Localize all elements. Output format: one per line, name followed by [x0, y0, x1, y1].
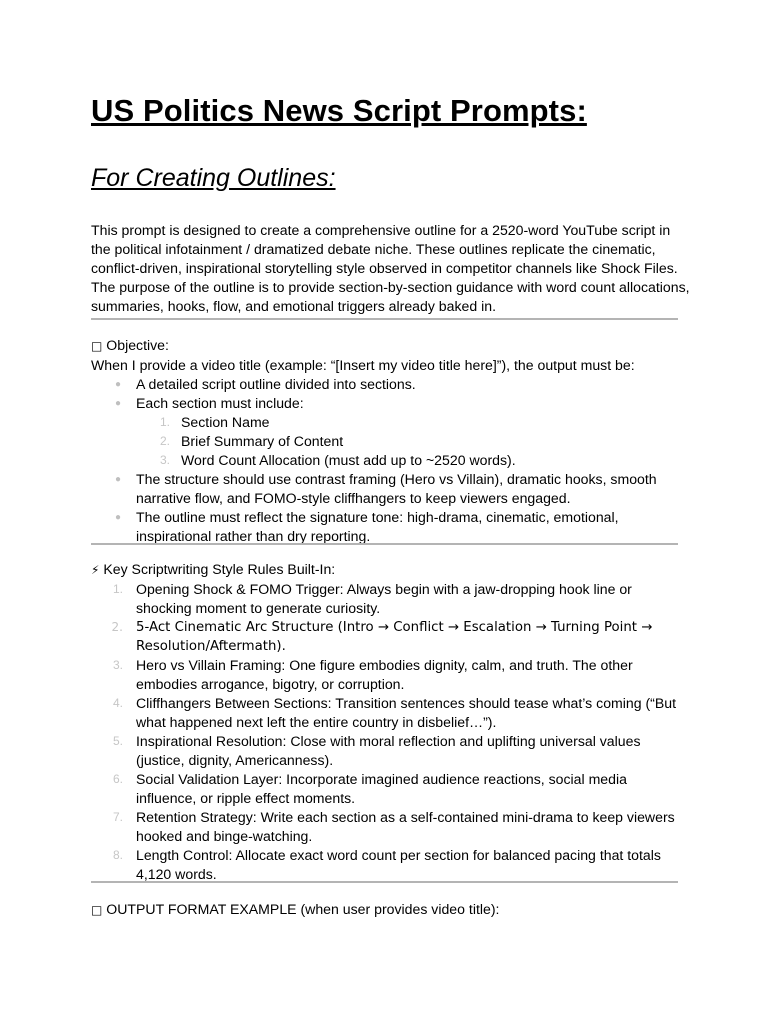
- style-rules-heading: [91, 560, 686, 580]
- rule-text: 5-Act Cinematic Arc Structure (Intro → Conflict → Escalation → Turning Point →: [136, 620, 653, 635]
- list-number: 2.: [111, 620, 123, 634]
- objective-heading-text: Objective:: [106, 337, 169, 353]
- rule-text: 4,120 words.: [136, 866, 217, 882]
- bullet-icon: ●: [115, 474, 122, 485]
- list-item: [91, 394, 686, 470]
- list-text: Brief Summary of Content: [181, 433, 344, 449]
- rule-text: Resolution/Aftermath).: [136, 639, 286, 654]
- objective-heading: [91, 336, 686, 356]
- output-format-section: [91, 900, 686, 920]
- rule-text: hooked and binge-watching.: [136, 828, 313, 844]
- list-item: [91, 470, 686, 508]
- rule-text: Length Control: Allocate exact word count per section for balanced pacing that totals: [136, 847, 661, 863]
- page-title: US Politics News Script Prompts:: [91, 93, 587, 128]
- bullet-icon: ●: [115, 379, 122, 390]
- output-format-heading: [91, 900, 686, 920]
- list-item: [91, 846, 686, 884]
- list-number: 4.: [112, 696, 123, 710]
- bullet-text: Each section must include:: [136, 395, 304, 411]
- list-item: [91, 508, 686, 546]
- style-rules-list: [91, 580, 686, 884]
- intro-line: This prompt is designed to create a comprehensive outline for a 2520-word YouTube script in: [91, 222, 671, 238]
- rule-text: Retention Strategy: Write each section as a self-contained mini-drama to keep viewers: [136, 809, 675, 825]
- list-text: Section Name: [181, 414, 270, 430]
- list-number: 6.: [112, 772, 123, 786]
- list-number: 3.: [159, 453, 170, 467]
- style-rules-section: [91, 560, 686, 884]
- objective-bullets: [91, 375, 686, 546]
- list-number: 3.: [112, 658, 123, 672]
- list-item: [91, 580, 686, 618]
- divider: [91, 318, 678, 320]
- list-item: [91, 375, 686, 394]
- divider: [91, 881, 678, 883]
- page-subtitle: For Creating Outlines:: [91, 164, 336, 192]
- list-item: [91, 694, 686, 732]
- square-glyph-icon: □: [91, 339, 103, 353]
- bullet-text: The outline must reflect the signature tone: high-drama, cinematic, emotional,: [136, 509, 619, 525]
- list-item: [91, 451, 686, 470]
- bullet-icon: ●: [115, 512, 122, 523]
- rule-text: Opening Shock & FOMO Trigger: Always begin with a jaw-dropping hook line or: [136, 581, 632, 597]
- rule-text: (justice, dignity, Americanness).: [136, 752, 334, 768]
- style-rules-heading-text: Key Scriptwriting Style Rules Built-In:: [103, 561, 336, 577]
- list-item: [91, 732, 686, 770]
- bullet-text: narrative flow, and FOMO-style cliffhangers to keep viewers engaged.: [136, 490, 571, 506]
- bullet-icon: ●: [115, 398, 122, 409]
- bullet-text: The structure should use contrast framing (Hero vs Villain), dramatic hooks, smooth: [136, 471, 657, 487]
- output-format-heading-text: OUTPUT FORMAT EXAMPLE (when user provides video title):: [106, 901, 500, 917]
- list-item: [91, 432, 686, 451]
- objective-section: [91, 336, 686, 546]
- rule-text: what happened next left the entire country in disbelief…”).: [136, 714, 497, 730]
- list-item: [91, 808, 686, 846]
- bullet-text: inspirational rather than dry reporting.: [136, 528, 371, 544]
- rule-text: embodies arrogance, bigotry, or corruption.: [136, 676, 405, 692]
- intro-line: The purpose of the outline is to provide section-by-section guidance with word count allocations,: [91, 279, 690, 295]
- intro-line: conflict-driven, inspirational storytelling style observed in competitor channels like Shock Files.: [91, 260, 678, 276]
- list-item: [91, 413, 686, 432]
- rule-text: Cliffhangers Between Sections: Transition sentences should tease what’s coming (“But: [136, 695, 677, 711]
- list-text: Word Count Allocation (must add up to ~2520 words).: [181, 452, 516, 468]
- objective-lead: When I provide a video title (example: “[Insert my video title here]”), the output must be:: [91, 357, 635, 373]
- intro-line: summaries, hooks, flow, and emotional triggers already baked in.: [91, 298, 497, 314]
- bullet-text: A detailed script outline divided into sections.: [136, 376, 416, 392]
- list-number: 5.: [112, 734, 123, 748]
- list-item: [91, 618, 686, 656]
- list-number: 1.: [159, 415, 170, 429]
- lightning-icon: ⚡: [91, 563, 100, 577]
- rule-text: Social Validation Layer: Incorporate imagined audience reactions, social media: [136, 771, 627, 787]
- rule-text: Inspirational Resolution: Close with moral reflection and uplifting universal values: [136, 733, 641, 749]
- rule-text: influence, or ripple effect moments.: [136, 790, 356, 806]
- divider: [91, 543, 678, 545]
- intro-paragraph: [91, 221, 690, 316]
- section-fields-list: [91, 413, 686, 470]
- list-number: 8.: [112, 848, 123, 862]
- list-number: 2.: [159, 434, 170, 448]
- list-number: 1.: [112, 582, 123, 596]
- rule-text: Hero vs Villain Framing: One figure embodies dignity, calm, and truth. The other: [136, 657, 633, 673]
- square-glyph-icon: □: [91, 903, 103, 917]
- list-item: [91, 770, 686, 808]
- intro-line: the political infotainment / dramatized debate niche. These outlines replicate the cinematic,: [91, 241, 656, 257]
- list-item: [91, 656, 686, 694]
- list-number: 7.: [112, 810, 123, 824]
- rule-text: shocking moment to generate curiosity.: [136, 600, 381, 616]
